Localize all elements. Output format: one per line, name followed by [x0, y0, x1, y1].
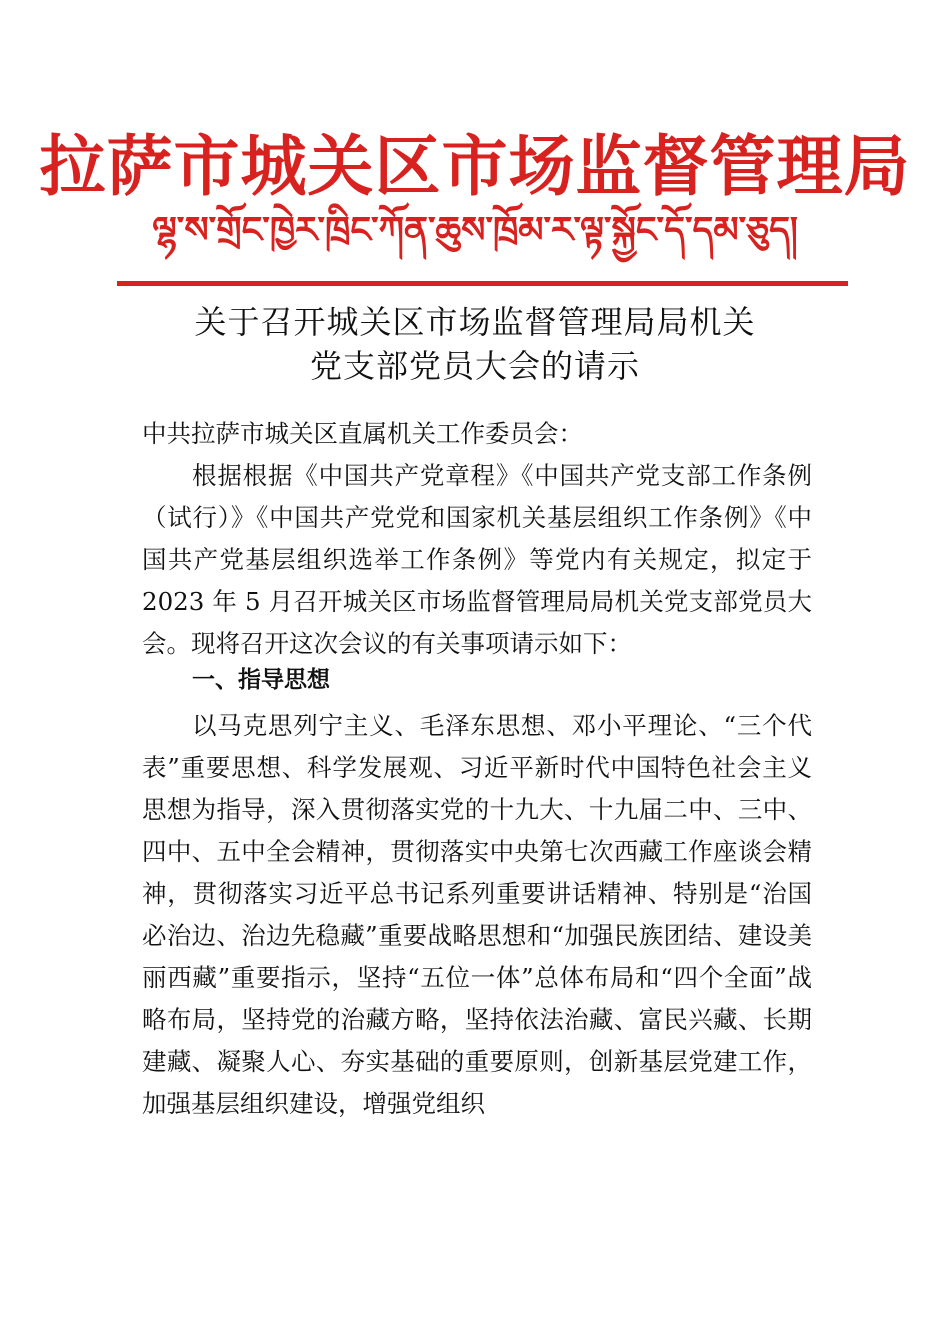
section-heading-guiding-ideology: 一、指导思想 — [192, 667, 330, 693]
org-name-tibetan: ལྷ་ས་གྲོང་ཁྱེར་ཁྲིང་ཀོན་ཆུས་ཁྲོམ་ར་ལྟ་སྐྱོང་དོ་དམ་ཅུད། — [152, 210, 798, 251]
letterhead-divider — [117, 281, 848, 286]
document-title-line1: 关于召开城关区市场监督管理局局机关 — [194, 303, 756, 341]
paragraph-intro: 根据根据《中国共产党章程》《中国共产党支部工作条例（试行）》《中国共产党党和国家机关基层组织工作条例》《中国共产党基层组织选举工作条例》等党内有关规定，拟定于 2023 年 5 月召开城关区市场监督管理局局机关党支部党员大会。现将召开这次会议的有关事项请示如下： — [142, 461, 812, 658]
document-title-line2: 党支部党员大会的请示 — [309, 347, 640, 385]
salutation: 中共拉萨市城关区直属机关工作委员会： — [142, 419, 583, 448]
org-name-chinese: 拉萨市城关区市场监督管理局 — [39, 127, 911, 205]
paragraph-guiding-ideology: 以马克思列宁主义、毛泽东思想、邓小平理论、“三个代表”重要思想、科学发展观、习近平新时代中国特色社会主义思想为指导，深入贯彻落实党的十九大、十九届二中、三中、四中、五中全会精神，贯彻落实中央第七次西藏工作座谈会精神，贯彻落实习近平总书记系列重要讲话精神、特别是“治国必治边、治边先稳藏”重要战略思想和“加强民族团结、建设美丽西藏”重要指示，坚持“五位一体”总体布局和“四个全面”战略布局，坚持党的治藏方略，坚持依法治藏、富民兴藏、长期建藏、凝聚人心、夯实基础的重要原则，创新基层党建工作，加强基层组织建设，增强党组织 — [142, 711, 812, 1118]
